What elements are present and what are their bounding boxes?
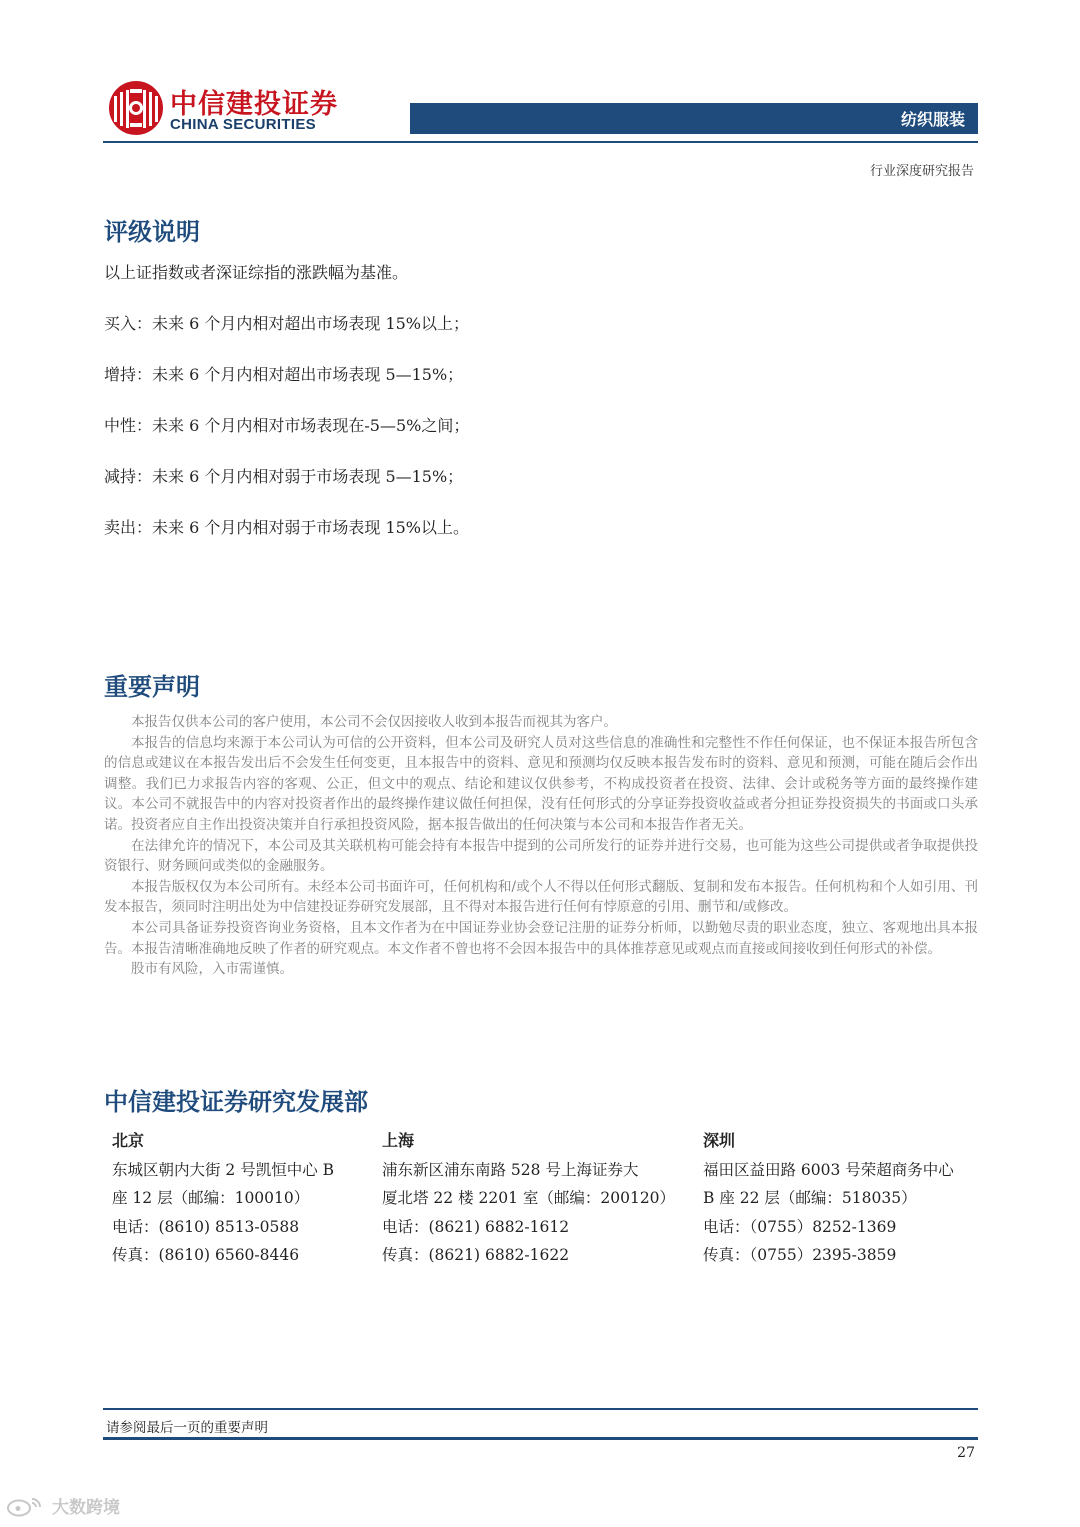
- watermark: [6, 1493, 120, 1518]
- disclaimer-title: 重要声明: [104, 673, 200, 701]
- header-divider: [103, 141, 978, 143]
- page-number: 27: [957, 1445, 975, 1461]
- disclaimer-paragraph: 本公司具备证券投资咨询业务资格，且本文作者为在中国证券业协会登记注册的证券分析师，以勤勉尽责的职业态度，独立、客观地出具本报告。本报告清晰准确地反映了作者的研究观点。本文作者不曾也将不会因本报告中的具体推荐意见或观点而直接或间接收到任何形式的补偿。: [104, 919, 978, 957]
- footer-divider-bottom: [103, 1437, 978, 1440]
- office-address: 座 12 层（邮编：100010）: [112, 1189, 310, 1207]
- office-fax: 传真：(8621) 6882-1622: [382, 1246, 570, 1264]
- office-phone: 电话：(8610) 8513-0588: [112, 1217, 300, 1236]
- china-securities-logo-icon: [108, 80, 164, 136]
- rating-intro: 以上证指数或者深证综指的涨跌幅为基准。: [104, 263, 409, 282]
- rating-line-underweight: 减持：未来 6 个月内相对弱于市场表现 5—15%；: [104, 467, 464, 486]
- disclaimer-paragraph: 在法律允许的情况下，本公司及其关联机构可能会持有本报告中提到的公司所发行的证券并进行交易，也可能为这些公司提供或者争取提供投资银行、财务顾问或类似的金融服务。: [104, 837, 978, 875]
- disclaimer-paragraph: 本报告的信息均来源于本公司认为可信的公开资料，但本公司及研究人员对这些信息的准确性和完整性不作任何保证，也不保证本报告所包含的信息或建议在本报告发出后不会发生任何变更，且本报告中的资料、意见和预测均仅反映本报告发布时的资料、意见和预测，可能在随后会作出调整。我们已力求报告内容的客观、公正，但文中的观点、结论和建议仅供参考，不构成投资者在投资、法律、会计或税务等方面的最终操作建议。本公司不就报告中的内容对投资者作出的最终操作建议做任何担保，没有任何形式的分享证券投资收益或者分担证券投资损失的书面或口头承诺。投资者应自主作出投资决策并自行承担投资风险，据本报告做出的任何决策与本公司和本报告作者无关。: [104, 734, 978, 833]
- office-address: 浦东新区浦东南路 528 号上海证券大: [382, 1160, 639, 1179]
- footer-note: 请参阅最后一页的重要声明: [106, 1420, 268, 1436]
- disclaimer-paragraph: 本报告版权仅为本公司所有。未经本公司书面许可，任何机构和/或个人不得以任何形式翻版、复制和发布本报告。任何机构和个人如引用、刊发本报告，须同时注明出处为中信建投证券研究发展部，且不得对本报告进行任何有悖原意的引用、删节和/或修改。: [104, 878, 978, 916]
- report-type: 行业深度研究报告: [869, 164, 974, 179]
- disclaimer-body: [104, 712, 978, 980]
- disclaimer-paragraph: 本报告仅供本公司的客户使用，本公司不会仅因接收人收到本报告而视其为客户。: [131, 714, 617, 730]
- rating-title: 评级说明: [104, 218, 200, 246]
- office-address: B 座 22 层（邮编：518035）: [703, 1189, 917, 1207]
- office-city: 北京: [112, 1131, 145, 1150]
- office-fax: 传真：(8610) 6560-8446: [112, 1246, 300, 1264]
- office-address: 东城区朝内大街 2 号凯恒中心 B: [112, 1160, 335, 1179]
- office-address: 福田区益田路 6003 号荣超商务中心: [703, 1160, 954, 1179]
- rating-line-sell: 卖出：未来 6 个月内相对弱于市场表现 15%以上。: [104, 518, 470, 537]
- footer-divider-top: [103, 1408, 978, 1410]
- brand-name-en: CHINA SECURITIES: [170, 116, 316, 133]
- office-beijing: [112, 1127, 334, 1270]
- rating-line-buy: 买入：未来 6 个月内相对超出市场表现 15%以上；: [104, 314, 470, 333]
- office-shenzhen: [703, 1127, 954, 1270]
- sector-label: 纺织服装: [900, 110, 965, 129]
- rating-line-overweight: 增持：未来 6 个月内相对超出市场表现 5—15%；: [104, 365, 464, 384]
- weibo-icon: [6, 1495, 46, 1517]
- sector-band: [410, 103, 978, 134]
- office-fax: 传真：（0755）2395-3859: [703, 1246, 897, 1264]
- office-city: 深圳: [703, 1131, 736, 1150]
- office-shanghai: [382, 1127, 675, 1270]
- office-city: 上海: [382, 1131, 415, 1150]
- watermark-text: 大数跨境: [52, 1498, 120, 1518]
- office-phone: 电话：（0755）8252-1369: [703, 1217, 897, 1236]
- rating-line-neutral: 中性：未来 6 个月内相对市场表现在-5—5%之间；: [104, 416, 470, 435]
- office-phone: 电话：(8621) 6882-1612: [382, 1217, 570, 1236]
- brand-name-cn: 中信建投证券: [170, 89, 338, 120]
- disclaimer-paragraph: 股市有风险，入市需谨慎。: [131, 961, 293, 978]
- office-address: 厦北塔 22 楼 2201 室（邮编：200120）: [382, 1189, 676, 1207]
- research-title: 中信建投证券研究发展部: [104, 1088, 368, 1116]
